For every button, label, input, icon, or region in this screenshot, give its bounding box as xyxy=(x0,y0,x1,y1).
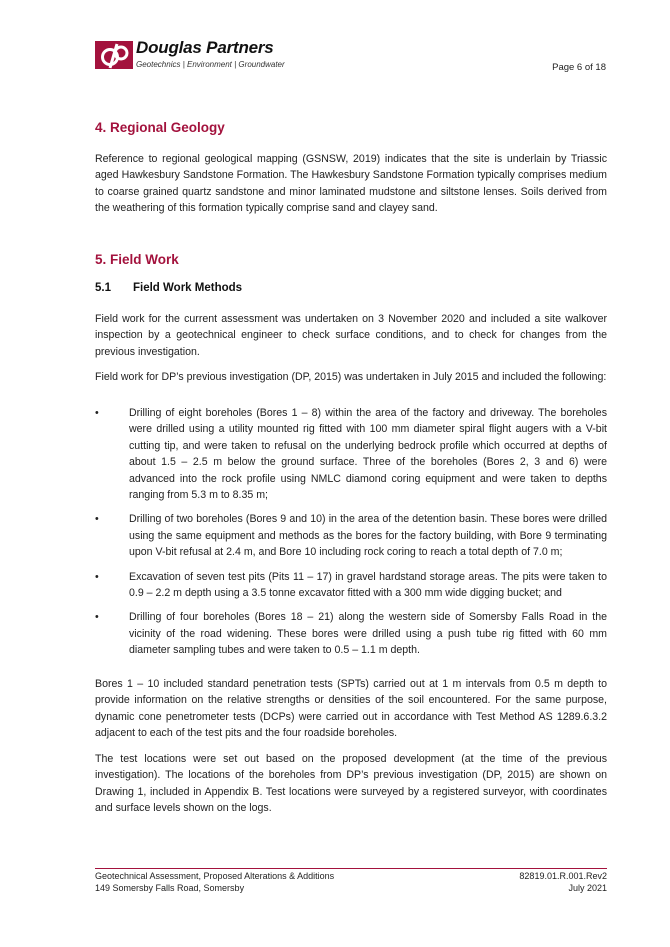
footer-divider xyxy=(95,868,607,869)
list-item-text: Drilling of four boreholes (Bores 18 – 21) along the western side of Somersby Falls Road in the vicinity of the road widening. These bores were drilled using a push tube rig fitted with 60 mm diameter sampling tubes and were taken to 0.5 – 1.1 m depth. xyxy=(129,611,607,657)
page-number: Page 6 of 18 xyxy=(552,62,606,73)
section-heading-field-work: 5. Field Work xyxy=(95,252,179,267)
list-item xyxy=(95,609,607,658)
bullet-icon: • xyxy=(95,513,99,526)
bullet-icon: • xyxy=(95,611,99,624)
list-item xyxy=(95,511,607,560)
list-item-text: Drilling of eight boreholes (Bores 1 – 8) within the area of the factory and driveway. The boreholes were drilled using a utility mounted rig fitted with 100 mm diameter spiral flight augers with a V-bit cutting tip, and were taken to refusal on the underlying bedrock profile which occurred at depths of about 1.5 – 2.5 m below the ground surface. Three of the boreholes (Bores 2, 3 and 6) were advanced into the rock profile using NMLC diamond coring equipment and were taken to depths ranging from 5.3 m to 8.35 m; xyxy=(129,407,607,502)
list-item xyxy=(95,405,607,503)
footer-report-date: July 2021 xyxy=(568,882,607,893)
regional-geology-paragraph: Reference to regional geological mapping (GSNSW, 2019) indicates that the site is underlain by Triassic aged Hawkesbury Sandstone Formation. The Hawkesbury Sandstone Formation typically comprises medium to coarse grained quartz sandstone and minor laminated mudstone and siltstone lenses. Soils derived from the weathering of this formation typically comprise sand and clayey sand. xyxy=(95,153,607,215)
subsection-heading-field-work-methods xyxy=(95,282,242,294)
list-item-text: Drilling of two boreholes (Bores 9 and 10) in the area of the detention basin. These bores were drilled using the same equipment and methods as the bores for the factory building, with Bore 9 terminating upon V-bit refusal at 2.4 m, and Bore 10 including rock coring to reach a total depth of 7.0 m; xyxy=(129,513,607,559)
company-logo xyxy=(95,40,325,74)
footer-project-address: 149 Somersby Falls Road, Somersby xyxy=(95,882,245,893)
subsection-number: 5.1 xyxy=(95,282,111,294)
bullet-icon: • xyxy=(95,407,99,419)
footer-report-info xyxy=(519,871,607,894)
footer-project-info xyxy=(95,871,334,894)
footer-project-title: Geotechnical Assessment, Proposed Alterations & Additions xyxy=(95,871,335,881)
section-heading-regional-geology: 4. Regional Geology xyxy=(95,120,225,135)
subsection-title: Field Work Methods xyxy=(133,282,243,294)
field-work-paragraph-1: Field work for the current assessment was undertaken on 3 November 2020 and included a site walkover inspection by a geotechnical engineer to check surface conditions, and to check for changes from the previous investigation. xyxy=(95,313,607,358)
field-work-paragraph-3: Bores 1 – 10 included standard penetration tests (SPTs) carried out at 1 m intervals from 0.5 m depth to provide information on the relative strengths or densities of the soil encountered. For the same purpose, dynamic cone penetrometer tests (DCPs) were carried out in accordance with Test Method AS 1289.6.3.2 adjacent to each of the test pits and the four roadside boreholes. xyxy=(95,678,607,740)
douglas-partners-logo-icon xyxy=(95,41,133,69)
field-work-paragraph-2: Field work for DP’s previous investigation (DP, 2015) was undertaken in July 2015 and included the following: xyxy=(95,371,607,383)
field-work-paragraph-4: The test locations were set out based on the proposed development (at the time of the previous investigation). The locations of the boreholes from DP’s previous investigation (DP, 2015) are shown on Drawing 1, included in Appendix B. Test locations were surveyed by a registered surveyor, with coordinates and surface levels shown on the logs. xyxy=(95,753,607,815)
list-item-text: Excavation of seven test pits (Pits 11 – 17) in gravel hardstand storage areas. The pits were taken to 0.9 – 2.2 m depth using a 3.5 tonne excavator fitted with a 300 mm wide digging bucket; and xyxy=(129,570,607,600)
company-tagline: Geotechnics | Environment | Groundwater xyxy=(136,60,285,69)
footer-report-number: 82819.01.R.001.Rev2 xyxy=(519,871,607,881)
field-work-bullet-list xyxy=(95,405,607,659)
bullet-icon: • xyxy=(95,570,99,583)
company-name: Douglas Partners xyxy=(136,38,274,57)
list-item xyxy=(95,569,607,602)
